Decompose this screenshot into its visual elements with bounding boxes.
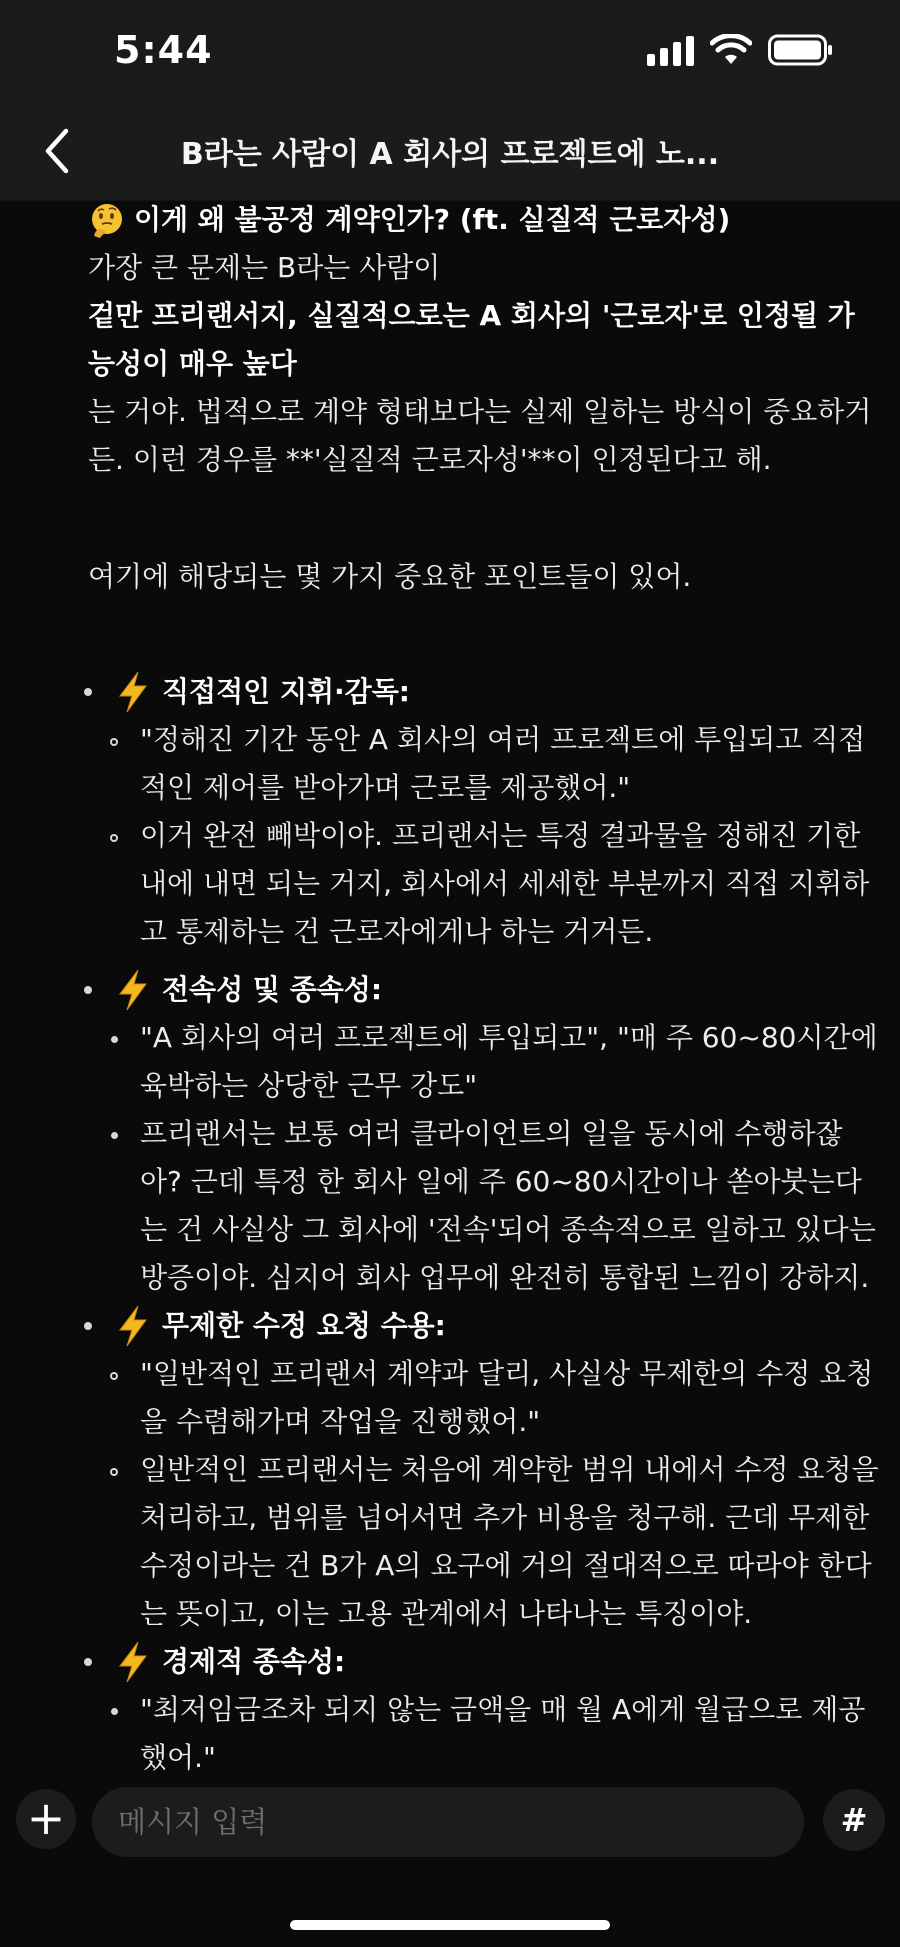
message-content	[0, 200, 900, 1775]
back-button[interactable]	[36, 123, 86, 179]
cellular-signal-icon	[647, 34, 694, 66]
bullet-icon	[84, 986, 92, 994]
status-icons	[647, 34, 834, 66]
message-input[interactable]	[92, 1787, 804, 1857]
point-explanation: 프리랜서는 보통 여러 클라이언트의 일을 동시에 수행하잖아? 근데 특정 한 회사 일에 주 60~80시간이나 쏟아붓는다는 건 사실상 그 회사에 '전속'되어 종속적으로 일하고 있다는 방증이야. 심지어 회사 업무에 완전히 통합된 느낌이 강하지.	[140, 1117, 885, 1294]
lightning-icon	[114, 1304, 152, 1348]
point-heading: 전속성 및 종속성:	[162, 973, 383, 1006]
point-explanation: 일반적인 프리랜서는 처음에 계약한 범위 내에서 수정 요청을 처리하고, 범위를 넘어서면 추가 비용을 청구해. 근데 무제한 수정이라는 건 B가 A의 요구에 거의 절대적으로 따라야 한다는 뜻이고, 이는 고용 관계에서 나타나는 특징이야.	[140, 1453, 888, 1630]
sub-bullet-icon	[111, 1708, 118, 1715]
sub-bullet-icon	[110, 738, 118, 746]
battery-icon	[768, 34, 834, 66]
sub-bullet-icon	[110, 834, 118, 842]
bullet-icon	[84, 1658, 92, 1666]
sub-bullet-icon	[111, 1036, 118, 1043]
message-composer	[0, 1775, 900, 1947]
point-heading: 경제적 종속성:	[162, 1645, 346, 1678]
point-heading: 무제한 수정 요청 수용:	[162, 1309, 446, 1342]
chevron-left-icon	[36, 123, 86, 179]
lightning-icon	[114, 1640, 152, 1684]
wifi-icon	[710, 34, 752, 66]
status-bar	[0, 0, 900, 105]
intro-line: 가장 큰 문제는 B라는 사람이	[88, 251, 441, 284]
lightning-icon	[114, 670, 152, 714]
intro-rest: 는 거야. 법적으로 계약 형태보다는 실제 일하는 방식이 중요하거든. 이런 경우를 **'실질적 근로자성'**이 인정된다고 해.	[88, 395, 872, 476]
lightning-icon	[114, 968, 152, 1012]
home-indicator	[290, 1920, 610, 1930]
add-attachment-button[interactable]: +	[16, 1789, 76, 1849]
point-quote: "A 회사의 여러 프로젝트에 투입되고", "매 주 60~80시간에 육박하는 상당한 근무 강도"	[140, 1021, 887, 1102]
point-heading: 직접적인 지휘·감독:	[162, 675, 410, 708]
nav-bar	[0, 105, 900, 201]
bullet-icon	[84, 1322, 92, 1330]
point-quote: "정해진 기간 동안 A 회사의 여러 프로젝트에 투입되고 직접적인 제어를 받아가며 근로를 제공했어."	[140, 723, 866, 804]
status-time: 5:44	[114, 28, 213, 72]
hashtag-button[interactable]: #	[823, 1789, 885, 1851]
conversation-title: B라는 사람이 A 회사의 프로젝트에 노...	[180, 137, 720, 172]
intro-bold: 겉만 프리랜서지, 실질적으로는 A 회사의 '근로자'로 인정될 가능성이 매우 높다	[88, 299, 855, 380]
sub-bullet-icon	[110, 1468, 118, 1476]
bullet-icon	[84, 688, 92, 696]
section-title: 이게 왜 불공정 계약인가? (ft. 실질적 근로자성)	[134, 203, 731, 236]
transition-text: 여기에 해당되는 몇 가지 중요한 포인트들이 있어.	[88, 560, 692, 593]
sub-bullet-icon	[110, 1372, 118, 1380]
sub-bullet-icon	[111, 1132, 118, 1139]
point-explanation: 이거 완전 빼박이야. 프리랜서는 특정 결과물을 정해진 기한 내에 내면 되는 거지, 회사에서 세세한 부분까지 직접 지휘하고 통제하는 건 근로자에게나 하는 거거든.	[140, 819, 870, 948]
point-quote: "최저임금조차 되지 않는 금액을 매 월 A에게 월급으로 제공했어."	[140, 1693, 866, 1774]
point-quote: "일반적인 프리랜서 계약과 달리, 사실상 무제한의 수정 요청을 수렴해가며 작업을 진행했어."	[140, 1357, 874, 1438]
thinking-face-icon	[88, 202, 126, 240]
